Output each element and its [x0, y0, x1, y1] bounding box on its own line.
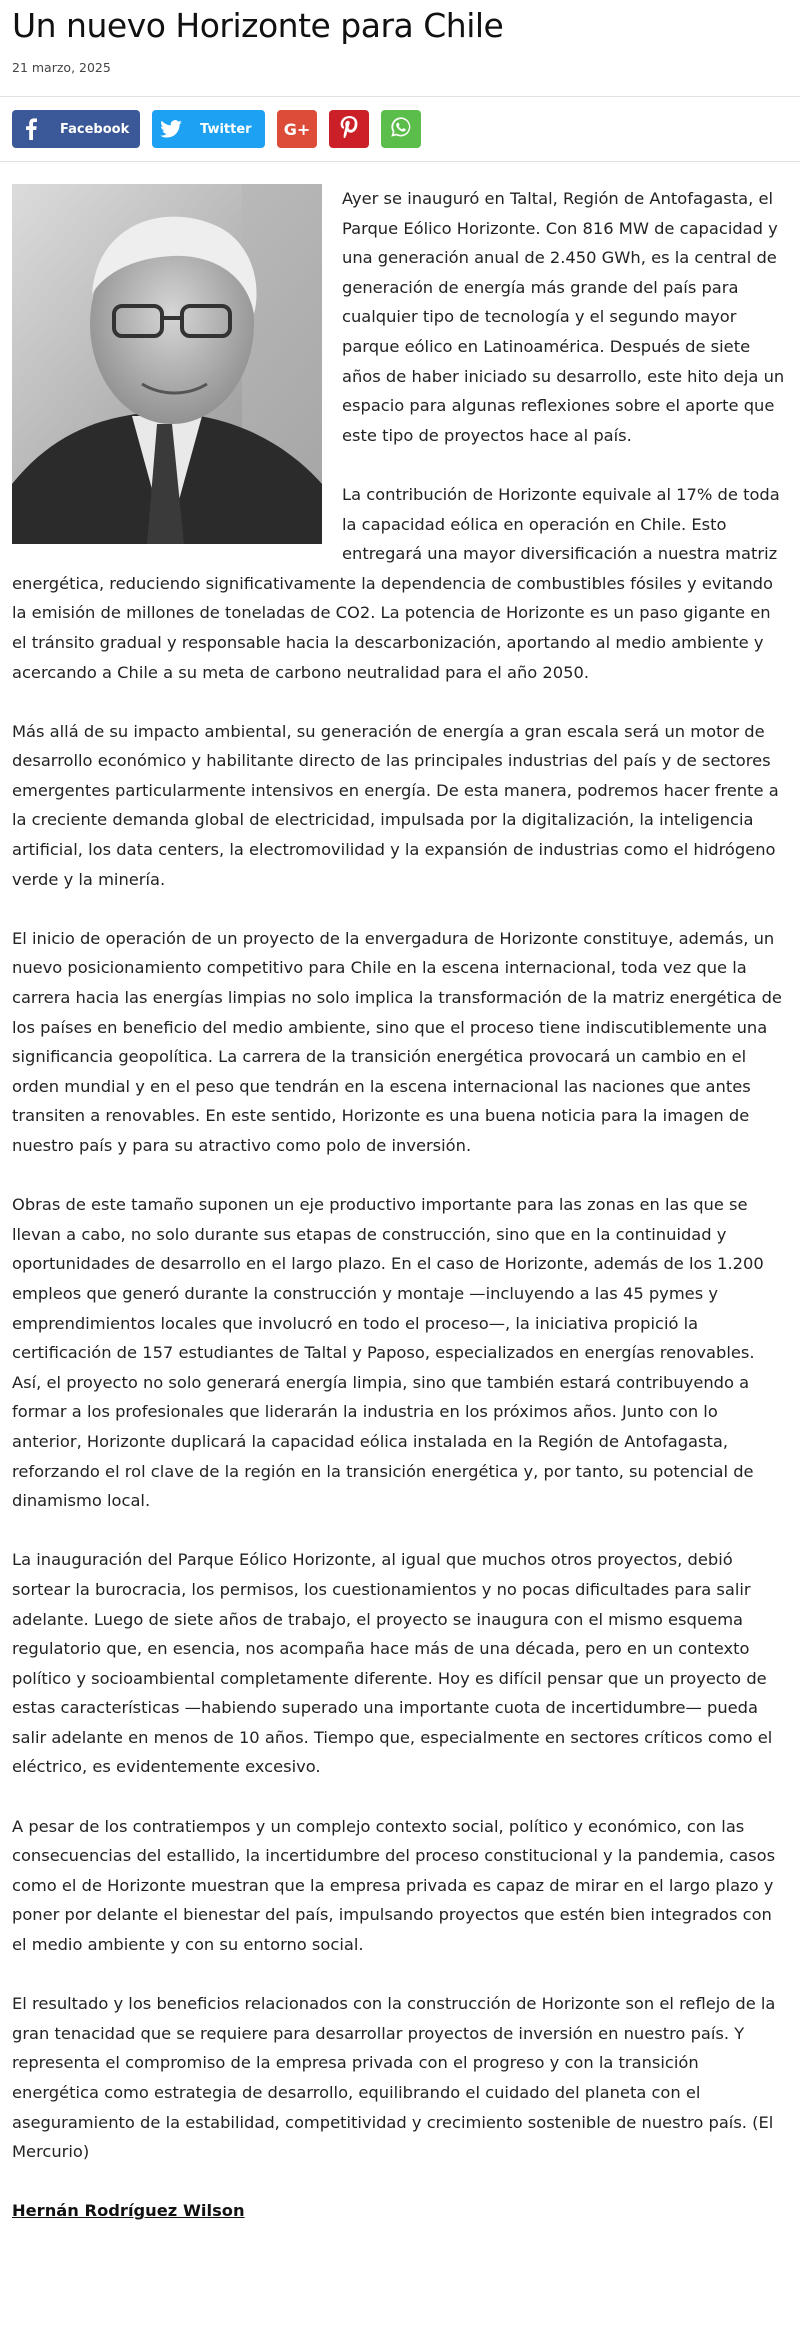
- author-link[interactable]: Hernán Rodríguez Wilson: [12, 2201, 245, 2221]
- article-paragraph: Ayer se inauguró en Taltal, Región de Antofagasta, el Parque Eólico Horizonte. Con 816 MW de capacidad y una generación anual de 2.450 GWh, es la central de generación de energía más grande del país para cualquier tipo de tecnología y el segundo mayor parque eólico en Latinoamérica. Después de siete años de haber iniciado su desarrollo, este hito deja un espacio para algunas reflexiones sobre el aporte que este tipo de proyectos hace al país.: [342, 189, 785, 445]
- twitter-icon: [152, 110, 190, 148]
- googleplus-icon: G+: [283, 119, 311, 139]
- share-twitter-button[interactable]: [152, 110, 265, 148]
- share-facebook-label: Facebook: [60, 121, 130, 137]
- share-bar: [12, 109, 788, 149]
- whatsapp-icon: [390, 116, 412, 142]
- article-paragraph: Más allá de su impacto ambiental, su generación de energía a gran escala será un motor de desarrollo económico y habilitante directo de las principales industrias del país y de sectores emergentes particularmente intensivos en energía. De esta manera, podremos hacer frente a la creciente demanda global de electricidad, impulsada por la digitalización, la inteligencia artificial, los data centers, la electromovilidad y la expansión de industrias como el hidrógeno verde y la minería.: [12, 721, 779, 889]
- article-paragraph: El resultado y los beneficios relacionados con la construcción de Horizonte son el reflejo de la gran tenacidad que se requiere para desarrollar proyectos de inversión en nuestro país. Y representa el compromiso de la empresa privada con el progreso y con la transición energética como estrategia de desarrollo, equilibrando el cuidado del planeta con el aseguramiento de la estabilidad, competitividad y crecimiento sostenible de nuestro país. (El Mercurio): [12, 1994, 776, 2162]
- article-paragraph: La contribución de Horizonte equivale al 17% de toda la capacidad eólica en operación en Chile. Esto entregará una mayor diversificación a nuestra matriz energética, reduciendo significativamente la dependencia de combustibles fósiles y evitando la emisión de millones de toneladas de CO2. La potencia de Horizonte es un paso gigante en el tránsito gradual y responsable hacia la descarbonización, aportando al medio ambiente y acercando a Chile a su meta de carbono neutralidad para el año 2050.: [12, 484, 780, 682]
- article-paragraph: El inicio de operación de un proyecto de la envergadura de Horizonte constituye, además, un nuevo posicionamiento competitivo para Chile en la escena internacional, toda vez que la carrera hacia las energías limpias no solo implica la transformación de la matriz energética de los países en beneficio del medio ambiente, sino que el proceso tiene indiscutiblemente una significancia geopolítica. La carrera de la transición energética provocará un cambio en el orden mundial y en el peso que tendrán en la escena internacional las naciones que antes transiten a renovables. En este sentido, Horizonte es una buena noticia para la imagen de nuestro país y para su atractivo como polo de inversión.: [12, 928, 782, 1155]
- article-paragraph: Obras de este tamaño suponen un eje productivo importante para las zonas en las que se llevan a cabo, no solo durante sus etapas de construcción, sino que en la continuidad y oportunidades de desarrollo en el largo plazo. En el caso de Horizonte, además de los 1.200 empleos que generó durante la construcción y montaje —incluyendo a las 45 pymes y emprendimientos locales que involucró en todo el proceso—, la iniciativa propició la certificación de 157 estudiantes de Taltal y Paposo, especializados en energías renovables. Así, el proyecto no solo generará energía limpia, sino que también estará contribuyendo a formar a los profesionales que liderarán la industria en los próximos años. Junto con lo anterior, Horizonte duplicará la capacidad eólica instalada en la Región de Antofagasta, reforzando el rol clave de la región en la transición energética y, por tanto, su potencial de dinamismo local.: [12, 1195, 764, 1511]
- author-photo: [12, 184, 322, 544]
- share-pinterest-button[interactable]: [329, 110, 369, 148]
- share-twitter-label: Twitter: [200, 121, 252, 137]
- author-portrait-illustration: [12, 184, 322, 544]
- article-paragraph: A pesar de los contratiempos y un complejo contexto social, político y económico, con las consecuencias del estallido, la incertidumbre del proceso constitucional y la pandemia, casos como el de Horizonte muestran que la empresa privada es capaz de mirar en el largo plazo y poner por delante el bienestar del país, impulsando proyectos que estén bien integrados con el medio ambiente y con su entorno social.: [12, 1816, 776, 1955]
- share-googleplus-button[interactable]: [277, 110, 317, 148]
- article-paragraph: La inauguración del Parque Eólico Horizonte, al igual que muchos otros proyectos, debió sortear la burocracia, los permisos, los cuestionamientos y no pocas dificultades para salir adelante. Luego de siete años de trabajo, el proyecto se inaugura con el mismo esquema regulatorio que, en esencia, nos acompaña hace más de una década, pero en un contexto político y socioambiental completamente diferente. Hoy es difícil pensar que un proyecto de estas características —habiendo superado una importante cuota de incertidumbre— pueda salir adelante en menos de 10 años. Tiempo que, especialmente en sectores críticos como el eléctrico, es evidentemente excesivo.: [12, 1550, 773, 1777]
- article-title: Un nuevo Horizonte para Chile: [12, 6, 504, 45]
- facebook-icon: [12, 110, 50, 148]
- top-divider: [0, 96, 800, 97]
- article-body: [12, 184, 788, 2226]
- share-facebook-button[interactable]: [12, 110, 140, 148]
- article-date: 21 marzo, 2025: [12, 60, 111, 75]
- pinterest-icon: [340, 116, 358, 142]
- share-divider: [0, 161, 800, 162]
- share-whatsapp-button[interactable]: [381, 110, 421, 148]
